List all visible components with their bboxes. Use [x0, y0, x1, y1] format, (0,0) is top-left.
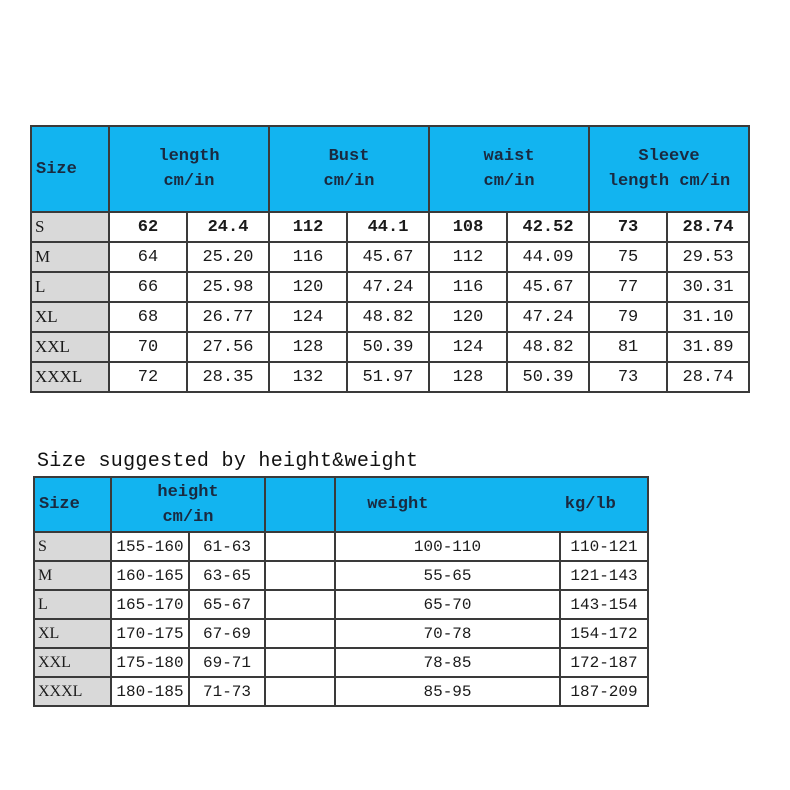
- weight-kg-cell: 55-65: [335, 561, 560, 590]
- sleeve-cm-cell: 79: [589, 302, 667, 332]
- table-row: [31, 302, 749, 332]
- height-in-cell: 65-67: [189, 590, 265, 619]
- waist-in-cell: 50.39: [507, 362, 589, 392]
- sleeve-in-cell: 28.74: [667, 362, 749, 392]
- size-cell: XL: [31, 302, 109, 332]
- waist-cm-cell: 120: [429, 302, 507, 332]
- header-waist-label: waist: [483, 147, 535, 166]
- weight-kg-cell: 70-78: [335, 619, 560, 648]
- header-sleeve: [589, 126, 749, 212]
- height-cm-cell: 175-180: [111, 648, 189, 677]
- sleeve-cm-cell: 73: [589, 362, 667, 392]
- size-cell: S: [31, 212, 109, 242]
- table-row: [34, 648, 648, 677]
- header-height-unit: cm/in: [162, 507, 214, 527]
- table-row: [31, 242, 749, 272]
- weight-kg-cell: 65-70: [335, 590, 560, 619]
- size-cell: XXL: [34, 648, 111, 677]
- weight-lb-cell: 172-187: [560, 648, 648, 677]
- waist-in-cell: 42.52: [507, 212, 589, 242]
- height-in-cell: 61-63: [189, 532, 265, 561]
- header-weight-unit: kg/lb: [564, 495, 616, 514]
- table-row: [31, 272, 749, 302]
- table-row: [31, 212, 749, 242]
- sleeve-in-cell: 30.31: [667, 272, 749, 302]
- height-in-cell: 71-73: [189, 677, 265, 706]
- length-in-cell: 26.77: [187, 302, 269, 332]
- bust-cm-cell: 112: [269, 212, 347, 242]
- header-sleeve-unit: length cm/in: [607, 172, 731, 191]
- size-cell: XXL: [31, 332, 109, 362]
- sleeve-in-cell: 28.74: [667, 212, 749, 242]
- header-waist-unit: cm/in: [483, 172, 535, 191]
- size-suggestion-table: [33, 476, 649, 707]
- suggest-table-header-row: [34, 477, 648, 532]
- suggestion-table-title: Size suggested by height&weight: [37, 450, 419, 473]
- header-sleeve-label: Sleeve: [638, 147, 700, 166]
- header-height-label: height: [157, 482, 219, 502]
- size-cell: M: [31, 242, 109, 272]
- table-row: [34, 561, 648, 590]
- header-height: [111, 477, 265, 532]
- header-length: [109, 126, 269, 212]
- sleeve-cm-cell: 73: [589, 212, 667, 242]
- waist-in-cell: 47.24: [507, 302, 589, 332]
- table-row: [34, 532, 648, 561]
- bust-in-cell: 51.97: [347, 362, 429, 392]
- length-cm-cell: 66: [109, 272, 187, 302]
- waist-cm-cell: 124: [429, 332, 507, 362]
- weight-lb-cell: 143-154: [560, 590, 648, 619]
- waist-cm-cell: 116: [429, 272, 507, 302]
- waist-in-cell: 45.67: [507, 272, 589, 302]
- length-cm-cell: 62: [109, 212, 187, 242]
- bust-in-cell: 47.24: [347, 272, 429, 302]
- height-in-cell: 69-71: [189, 648, 265, 677]
- height-cm-cell: 160-165: [111, 561, 189, 590]
- header-size: Size: [34, 477, 111, 532]
- table-row: [31, 362, 749, 392]
- table-row: [34, 677, 648, 706]
- length-cm-cell: 68: [109, 302, 187, 332]
- bust-in-cell: 50.39: [347, 332, 429, 362]
- waist-cm-cell: 108: [429, 212, 507, 242]
- header-size: Size: [31, 126, 109, 212]
- waist-in-cell: 44.09: [507, 242, 589, 272]
- bust-cm-cell: 132: [269, 362, 347, 392]
- length-cm-cell: 72: [109, 362, 187, 392]
- header-bust-unit: cm/in: [323, 172, 375, 191]
- bust-in-cell: 45.67: [347, 242, 429, 272]
- size-cell: M: [34, 561, 111, 590]
- header-waist: [429, 126, 589, 212]
- size-cell: XL: [34, 619, 111, 648]
- height-in-cell: 67-69: [189, 619, 265, 648]
- sleeve-cm-cell: 75: [589, 242, 667, 272]
- header-length-unit: cm/in: [163, 172, 215, 191]
- size-measurement-table: [30, 125, 750, 393]
- weight-kg-cell: 100-110: [335, 532, 560, 561]
- bust-in-cell: 44.1: [347, 212, 429, 242]
- size-cell: L: [34, 590, 111, 619]
- waist-cm-cell: 128: [429, 362, 507, 392]
- blank-cell: [265, 677, 335, 706]
- bust-cm-cell: 124: [269, 302, 347, 332]
- sleeve-cm-cell: 81: [589, 332, 667, 362]
- table-row: [34, 590, 648, 619]
- weight-lb-cell: 110-121: [560, 532, 648, 561]
- weight-kg-cell: 85-95: [335, 677, 560, 706]
- size-cell: XXXL: [34, 677, 111, 706]
- bust-cm-cell: 120: [269, 272, 347, 302]
- height-cm-cell: 170-175: [111, 619, 189, 648]
- size-table-header-row: [31, 126, 749, 212]
- weight-lb-cell: 154-172: [560, 619, 648, 648]
- length-in-cell: 28.35: [187, 362, 269, 392]
- header-weight-label: weight: [367, 495, 429, 514]
- weight-lb-cell: 187-209: [560, 677, 648, 706]
- length-in-cell: 24.4: [187, 212, 269, 242]
- length-cm-cell: 64: [109, 242, 187, 272]
- header-bust-label: Bust: [328, 147, 370, 166]
- blank-cell: [265, 561, 335, 590]
- length-in-cell: 25.98: [187, 272, 269, 302]
- height-cm-cell: 155-160: [111, 532, 189, 561]
- blank-cell: [265, 619, 335, 648]
- bust-cm-cell: 128: [269, 332, 347, 362]
- length-cm-cell: 70: [109, 332, 187, 362]
- sleeve-in-cell: 31.89: [667, 332, 749, 362]
- sleeve-in-cell: 29.53: [667, 242, 749, 272]
- size-cell: XXXL: [31, 362, 109, 392]
- sleeve-cm-cell: 77: [589, 272, 667, 302]
- blank-cell: [265, 648, 335, 677]
- waist-cm-cell: 112: [429, 242, 507, 272]
- header-length-label: length: [158, 147, 220, 166]
- header-blank: [265, 477, 335, 532]
- header-bust: [269, 126, 429, 212]
- weight-lb-cell: 121-143: [560, 561, 648, 590]
- table-row: [34, 619, 648, 648]
- sleeve-in-cell: 31.10: [667, 302, 749, 332]
- table-row: [31, 332, 749, 362]
- length-in-cell: 27.56: [187, 332, 269, 362]
- height-cm-cell: 165-170: [111, 590, 189, 619]
- size-cell: S: [34, 532, 111, 561]
- length-in-cell: 25.20: [187, 242, 269, 272]
- bust-in-cell: 48.82: [347, 302, 429, 332]
- waist-in-cell: 48.82: [507, 332, 589, 362]
- height-cm-cell: 180-185: [111, 677, 189, 706]
- size-cell: L: [31, 272, 109, 302]
- height-in-cell: 63-65: [189, 561, 265, 590]
- blank-cell: [265, 532, 335, 561]
- weight-kg-cell: 78-85: [335, 648, 560, 677]
- header-weight: [335, 477, 648, 532]
- blank-cell: [265, 590, 335, 619]
- bust-cm-cell: 116: [269, 242, 347, 272]
